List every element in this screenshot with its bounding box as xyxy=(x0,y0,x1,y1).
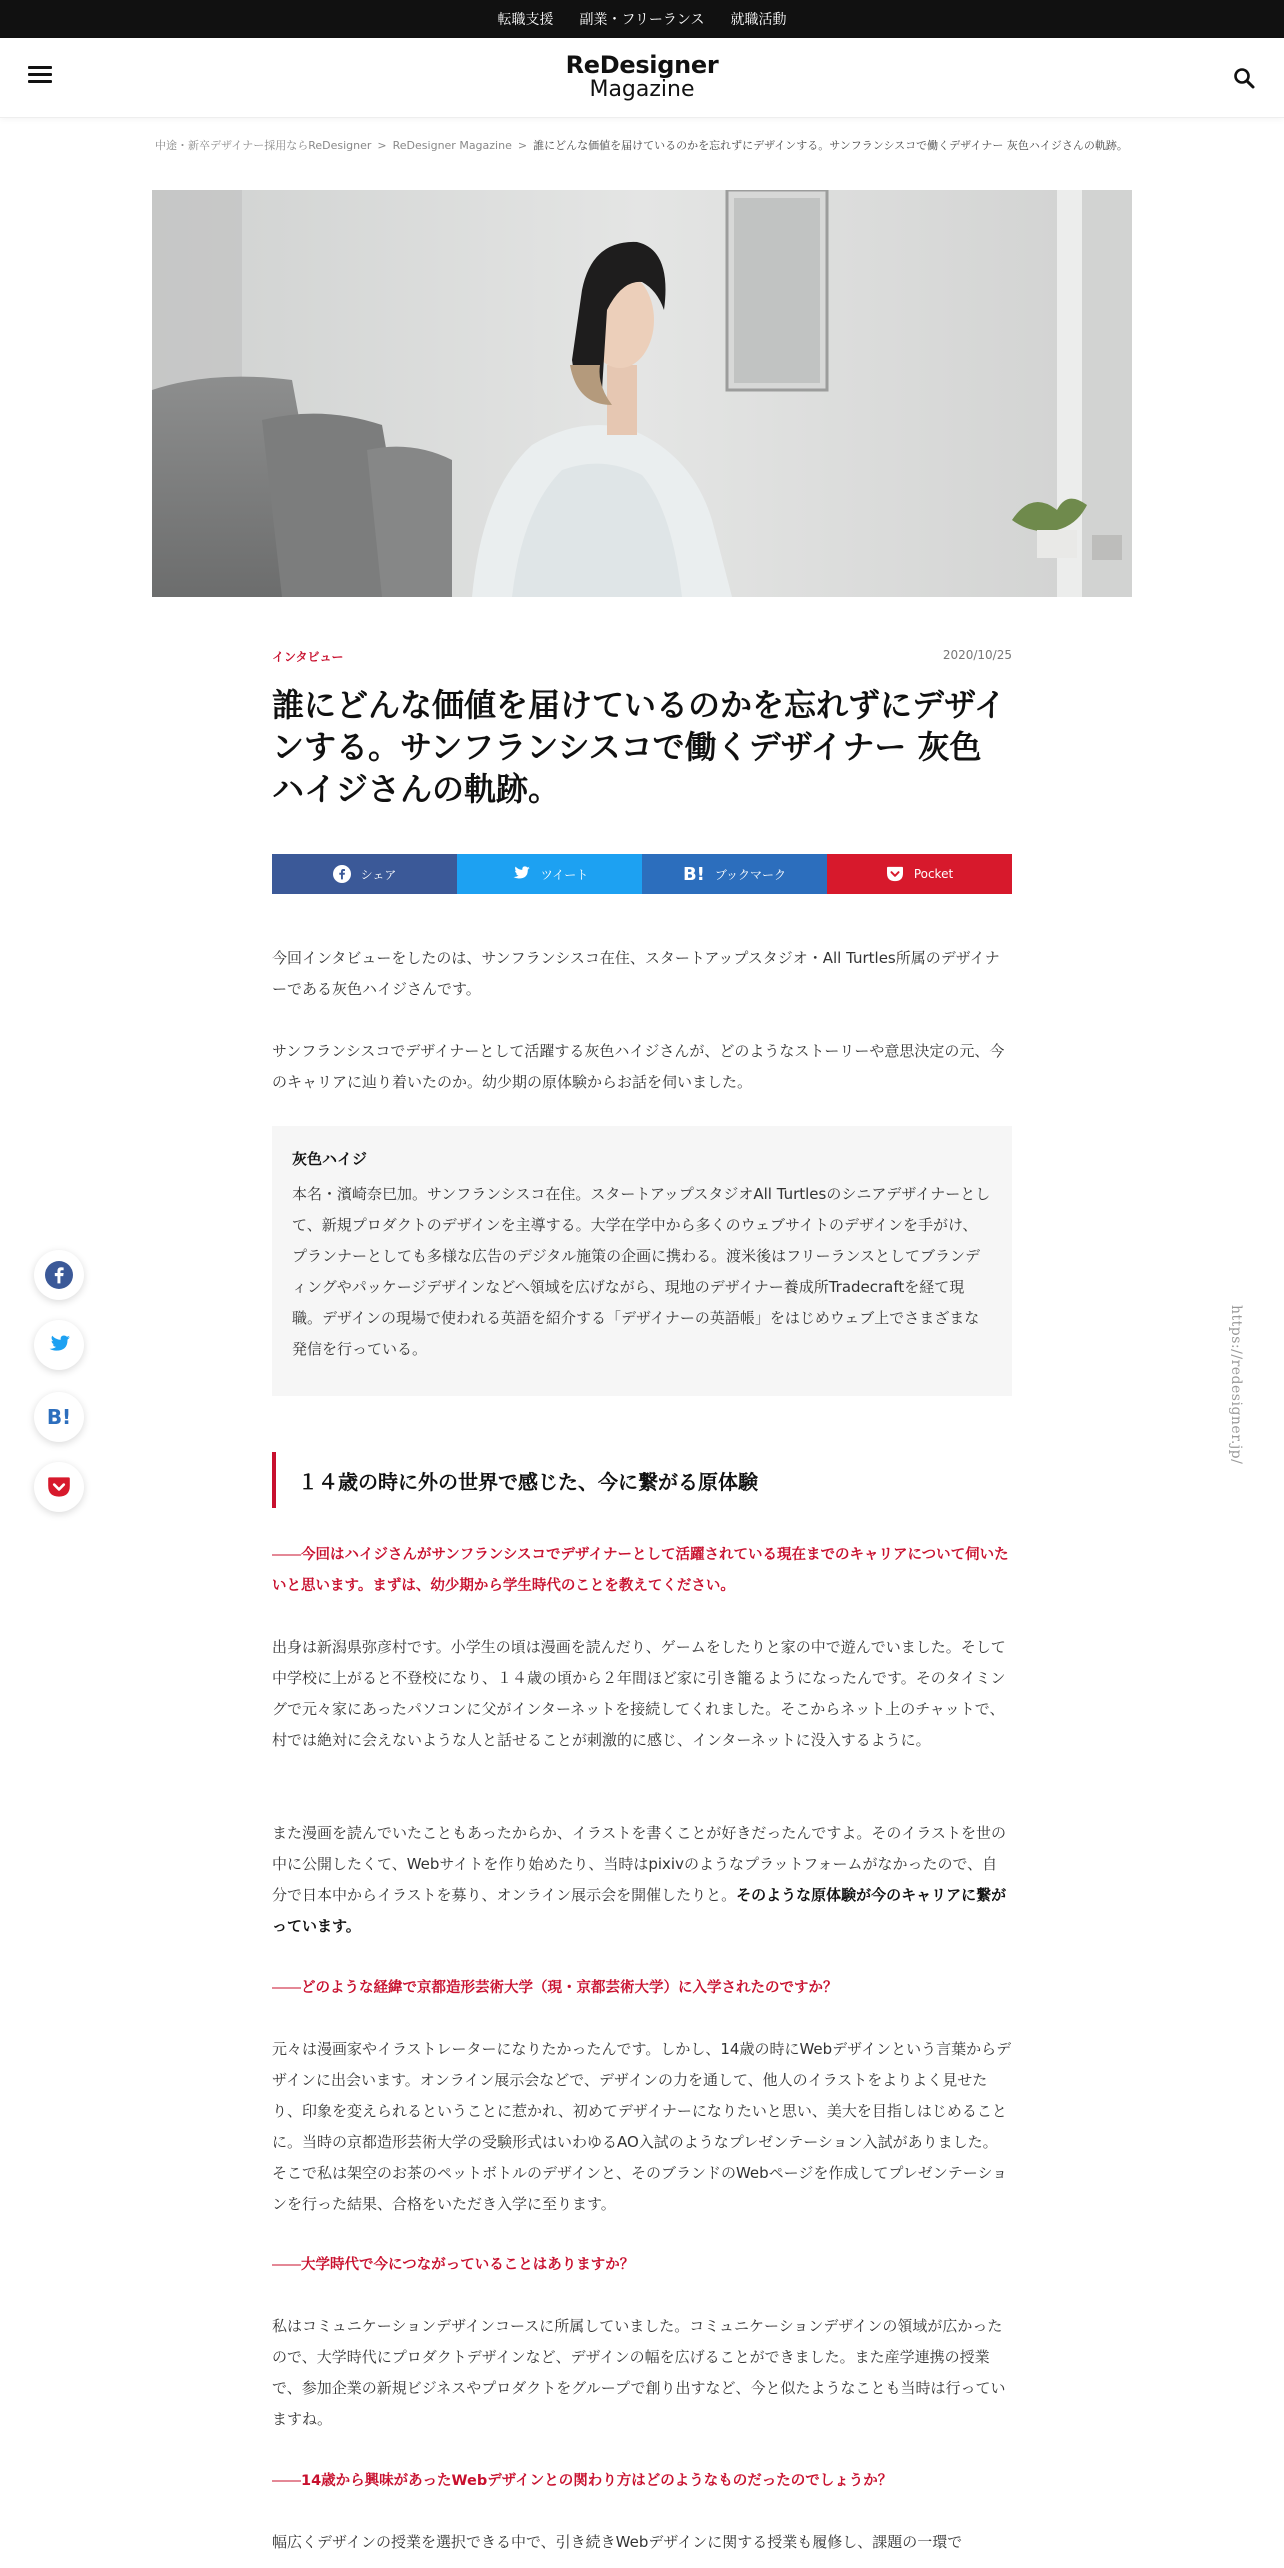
search-icon[interactable] xyxy=(1232,66,1256,90)
hatena-icon: B! xyxy=(46,1405,72,1429)
category-label[interactable]: インタビュー xyxy=(272,650,344,664)
logo-line1: ReDesigner xyxy=(565,51,719,79)
interview-answer: 出身は新潟県弥彦村です。小学生の頃は漫画を読んだり、ゲームをしたりと家の中で遊んでいました。そして中学校に上がると不登校になり、１４歳の頃から２年間ほど家に引き籠るようになったんです。そのタイミングで元々家にあったパソコンに父がインターネットを接続してくれました。そこからネット上のチャットで、村では絶対に会えないような人と話せることが刺激的に感じ、インターネットに没入するように。 xyxy=(272,1638,1006,1749)
twitter-icon xyxy=(511,866,531,882)
interview-question: ――どのような経緯で京都造形芸術大学（現・京都芸術大学）に入学されたのですか？ xyxy=(272,1980,838,1996)
emphasis-text: そのような原体験が今のキャリアに繋がっています。 xyxy=(272,1886,1007,1935)
section-heading: １４歳の時に外の世界で感じた、今に繋がる原体験 xyxy=(272,1452,1012,1508)
side-pocket-share-button[interactable] xyxy=(34,1462,84,1512)
side-facebook-share-button[interactable] xyxy=(34,1250,84,1300)
logo-line2: Magazine xyxy=(589,77,695,102)
site-header xyxy=(0,38,1284,118)
lead-paragraph: 今回インタビューをしたのは、サンフランシスコ在住、スタートアップスタジオ・All Turtles所属のデザイナーである灰色ハイジさんです。 xyxy=(272,949,1000,998)
interview-answer: 元々は漫画家やイラストレーターになりたかったんです。しかし、14歳の時にWebデザインという言葉からデザインに出会います。オンライン展示会などで、デザインの力を通して、他人のイラストをよりよく見せたり、印象を変えられるということに惹かれ、初めてデザイナーになりたいと思い、美大を目指しはじめることに。当時の京都造形芸術大学の受験形式はいわゆるAO入試のようなプレゼンテーション入試がありました。そこで私は架空のお茶のペットボトルのデザインと、そのブランドのWebページを作成してプレゼンテーションを行った結果、合格をいただき入学に至ります。 xyxy=(272,2040,1012,2213)
facebook-icon xyxy=(333,865,351,883)
top-nav-item-freelance[interactable]: 副業・フリーランス xyxy=(579,12,705,28)
top-nav-item-career-support[interactable]: 転職支援 xyxy=(497,12,554,28)
top-nav xyxy=(0,0,1284,38)
top-nav-item-job-hunting[interactable]: 就職活動 xyxy=(730,12,787,28)
breadcrumb-current: 誰にどんな価値を届けているのかを忘れずにデザインする。サンフランシスコで働くデザイナー 灰色ハイジさんの軌跡。 xyxy=(533,139,1128,152)
breadcrumb: 中途・新卒デザイナー採用ならReDesigner > ReDesigner Magazine > 誰にどんな価値を届けているのかを忘れずにデザインする。サンフランシスコで働くデザイナー 灰色ハイジさんの軌跡。 xyxy=(155,139,1128,152)
facebook-share-button[interactable] xyxy=(272,854,457,894)
article-title: 誰にどんな価値を届けているのかを忘れずにデザインする。サンフランシスコで働くデザイナー 灰色ハイジさんの軌跡。 xyxy=(272,686,1006,808)
breadcrumb-item-home[interactable]: 中途・新卒デザイナー採用ならReDesigner xyxy=(155,139,372,152)
interview-answer: また漫画を読んでいたこともあったからか、イラストを書くことが好きだったんですよ。そのイラストを世の中に公開したくて、Webサイトを作り始めたり、当時はpixivのようなプラットフォームがなかったので、自分で日本中からイラストを募り、オンライン展示会を開催したりと。そのような原体験が今のキャリアに繋がっています。 xyxy=(272,1824,1007,1935)
hatena-bookmark-button[interactable] xyxy=(642,854,827,894)
interview-answer: 私はコミュニケーションデザインコースに所属していました。コミュニケーションデザインの領域が広かったので、大学時代にプロダクトデザインなど、デザインの幅を広げることができました。また産学連携の授業で、参加企業の新規ビジネスやプロダクトをグループで創り出すなど、今と似たようなことも当時は行っていますね。 xyxy=(272,2317,1006,2428)
pocket-icon xyxy=(47,1476,71,1498)
interview-question: ――大学時代で今につながっていることはありますか？ xyxy=(272,2257,635,2273)
twitter-share-button[interactable] xyxy=(457,854,642,894)
site-logo[interactable] xyxy=(0,52,1284,102)
interview-question: ――14歳から興味があったWebデザインとの関わり方はどのようなものだったのでしょうか？ xyxy=(272,2473,893,2489)
hatena-icon: B! xyxy=(682,863,705,885)
site-url-vertical: https://redesigner.jp/ xyxy=(1228,1305,1244,1465)
publish-date: 2020/10/25 xyxy=(942,648,1012,662)
lead-paragraph: サンフランシスコでデザイナーとして活躍する灰色ハイジさんが、どのようなストーリーや意思決定の元、今のキャリアに辿り着いたのか。幼少期の原体験からお話を伺いました。 xyxy=(272,1042,1005,1091)
profile-name: 灰色ハイジ xyxy=(292,1150,368,1168)
side-twitter-share-button[interactable] xyxy=(34,1320,84,1370)
profile-box xyxy=(272,1126,1012,1396)
twitter-icon xyxy=(47,1335,71,1355)
pocket-icon xyxy=(886,866,904,882)
interview-question: ――今回はハイジさんがサンフランシスコでデザイナーとして活躍されている現在までのキャリアについて伺いたいと思います。まずは、幼少期から学生時代のことを教えてください。 xyxy=(272,1547,1009,1594)
pocket-share-button[interactable] xyxy=(827,854,1012,894)
twitter-share-label: ツイート xyxy=(540,867,589,882)
breadcrumb-item-magazine[interactable]: ReDesigner Magazine xyxy=(392,139,512,152)
facebook-icon xyxy=(45,1261,73,1289)
pocket-share-label: Pocket xyxy=(913,867,954,881)
profile-bio: 本名・濱崎奈巳加。サンフランシスコ在住。スタートアップスタジオAll Turtlesのシニアデザイナーとして、新規プロダクトのデザインを主導する。大学在学中から多くのウェブサイトのデザインを手がけ、プランナーとしても多様な広告のデジタル施策の企画に携わる。渡米後はフリーランスとしてブランディングやパッケージデザインなどへ領域を広げながら、現地のデザイナー養成所Tradecraftを経て現職。デザインの現場で使われる英語を紹介する「デザイナーの英語帳」をはじめウェブ上でさまざまな発信を行っている。 xyxy=(292,1185,991,1358)
share-bar xyxy=(272,854,1012,894)
interview-answer: 幅広くデザインの授業を選択できる中で、引き続きWebデザインに関する授業も履修し、課題の一環で xyxy=(272,2533,963,2551)
facebook-share-label: シェア xyxy=(360,867,397,882)
article-meta xyxy=(272,648,1012,668)
hero-photo xyxy=(152,190,1132,597)
hatena-share-label: ブックマーク xyxy=(714,867,787,882)
side-hatena-bookmark-button[interactable] xyxy=(34,1392,84,1442)
